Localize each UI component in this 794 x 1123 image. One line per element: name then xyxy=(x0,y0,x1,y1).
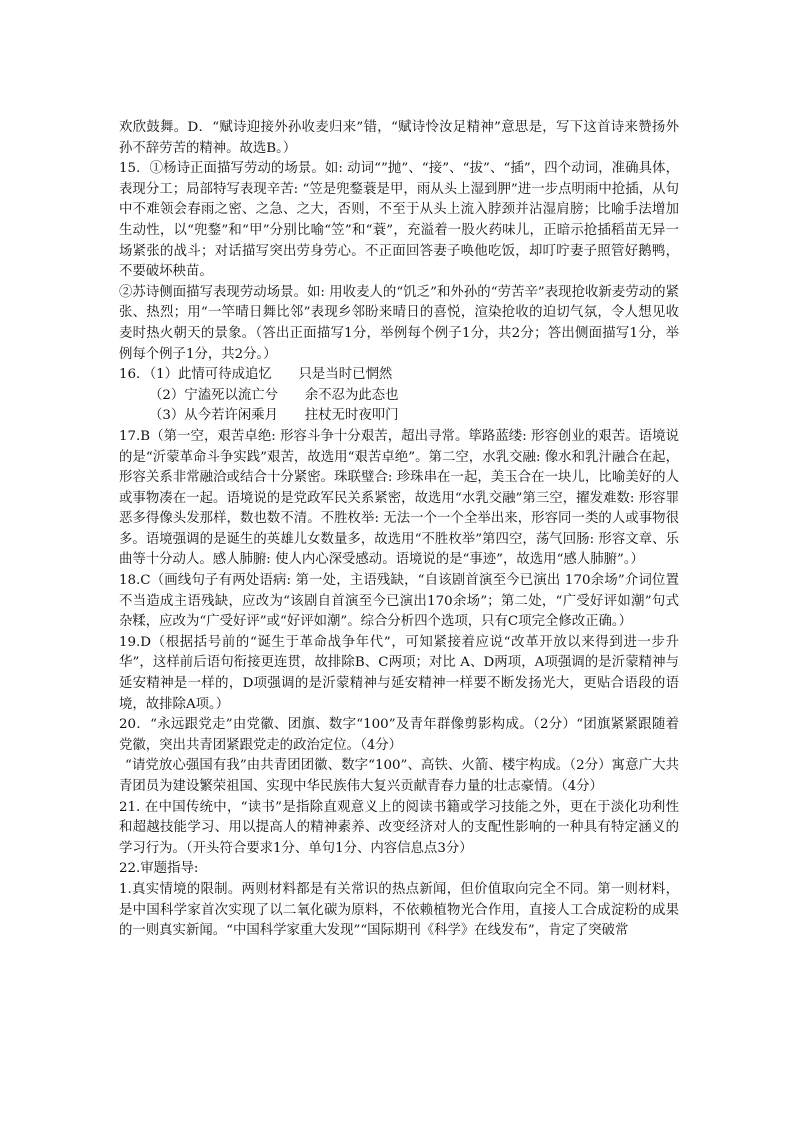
paragraph-20-2: “请党放心强国有我”由共青团团徽、数字“100”、高铁、火箭、楼宇构成。（2分）寓意广大共青团员为建设繁荣祖国、实现中华民族伟大复兴贡献青春力量的壮志豪情。（4分） xyxy=(119,758,679,794)
paragraph-16-1: 16．（1）此情可待成追忆 只是当时已惘然 xyxy=(119,367,393,383)
paragraph-16-2: （2）宁溘死以流亡兮 余不忍为此态也 xyxy=(149,387,399,403)
paragraph-14-tail: 欢欣鼓舞。D．“赋诗迎接外孙收麦归来”错，“赋诗怜汝足精神”意思是，写下这首诗来赞扬外孙不辞劳苦的精神。故选B。） xyxy=(119,120,679,156)
paragraph-17: 17.B（第一空，艰苦卓绝: 形容斗争十分艰苦，超出寻常。筚路蓝缕: 形容创业的艰苦。语境说的是“沂蒙革命斗争实践”艰苦，故选用“艰苦卓绝”。第二空，水乳交融: 像水和乳汁融合在起，形容关系非常融洽或结合十分紧密。珠联璧合: 珍珠串在一起，美玉合在一块儿，比喻美好的人或事物凑在一起。语境说的是党政军民关系紧密，故选用“水乳交融”第三空，擢发难数: 形容罪恶多得像头发那样，数也数不清。不胜枚举: 无法一个一个全举出来，形容同一类的人或事物很多。语境强调的是诞生的英雄儿女数量多，故选用“不胜枚举”第四空，荡气回肠: 形容文章、乐曲等十分动人。感人肺腑: 使人内心深受感动。语境说的是“事迹”，故选用“感人肺腑”。） xyxy=(119,428,679,568)
document-page xyxy=(119,118,679,942)
paragraph-22-1: 1.真实情境的限制。两则材料都是有关常识的热点新闻，但价值取向完全不同。第一则材料，是中国科学家首次实现了以二氧化碳为原料，不依赖植物光合作用，直接人工合成淀粉的成果的一则真实新闻。“中国科学家重大发现”“国际期刊《科学》在线发布”，肯定了突破常 xyxy=(119,881,679,939)
paragraph-18: 18.C（画线句子有两处语病: 第一处，主语残缺，“自该剧首演至今已演出 170余场”介词位置不当造成主语残缺，应改为“该剧自首演至今已演出170余场”；第二处，“广受好评如潮”句式杂糅，应改为“广受好评”或“好评如潮”。综合分析四个选项，只有C项完全修改正确。） xyxy=(119,573,679,630)
paragraph-15-1: 15．①杨诗正面描写劳动的场景。如: 动词“”抛”、“接”、“拔”、“插”，四个动词，准确具体，表现分工；局部特写表现辛苦: “笠是兜鍪蓑是甲，雨从头上湿到胛”进一步点明雨中抢插，从句中不难领会春雨之密、之急、之大，否则，不至于从头上流入脖颈并沾湿肩膀；比喻手法增加生动性，以“兜鍪”和“甲”分别比喻“笠”和“蓑”，充溢着一股火药味儿，正暗示抢插稻苗无异一场紧张的战斗；对话描写突出劳身劳心。不正面回答妻子唤他吃饭，却叮咛妻子照管好鹅鸭，不要破坏秧苗。 xyxy=(119,161,679,280)
paragraph-19: 19.D（根据括号前的“诞生于革命战争年代”，可知紧接着应说“改革开放以来得到进一步升华”，这样前后语句衔接更连贯，故排除B、C两项；对比 A、D两项，A项强调的是沂蒙精神与延安精神是一样的，D项强调的是沂蒙精神与延安精神一样要不断发扬光大，更贴合语段的语境，故排除A项。） xyxy=(119,634,679,712)
paragraph-21: 21. 在中国传统中，“读书”是指除直观意义上的阅读书籍或学习技能之外，更在于淡化功利性和超越技能学习、用以提高人的精神素养、改变经济对人的支配性影响的一种具有特定涵义的学习行为。（开头符合要求1分、单句1分、内容信息点3分） xyxy=(119,799,679,856)
paragraph-15-2: ②苏诗侧面描写表现劳动场景。如: 用收麦人的“饥乏”和外孙的“劳苦辛”表现抢收新麦劳动的紧张、热烈；用“一竿晴日舞比邻”表现乡邻盼来晴日的喜悦，渲染抢收的迫切气氛，令人想见收麦时热火朝天的景象。（答出正面描写1分，举例每个例子1分，共2分；答出侧面描写1分，举例每个例子1分，共2分。） xyxy=(119,284,679,362)
paragraph-22-heading: 22.审题指导: xyxy=(119,861,199,877)
paragraph-16-3: （3）从今若许闲乘月 拄杖无时夜叩门 xyxy=(149,408,399,424)
paragraph-20-1: 20．“永远跟党走”由党徽、团旗、数字“100”及青年群像剪影构成。（2分）“团旗紧紧跟随着党徽，突出共青团紧跟党走的政治定位。（4分） xyxy=(119,717,679,753)
